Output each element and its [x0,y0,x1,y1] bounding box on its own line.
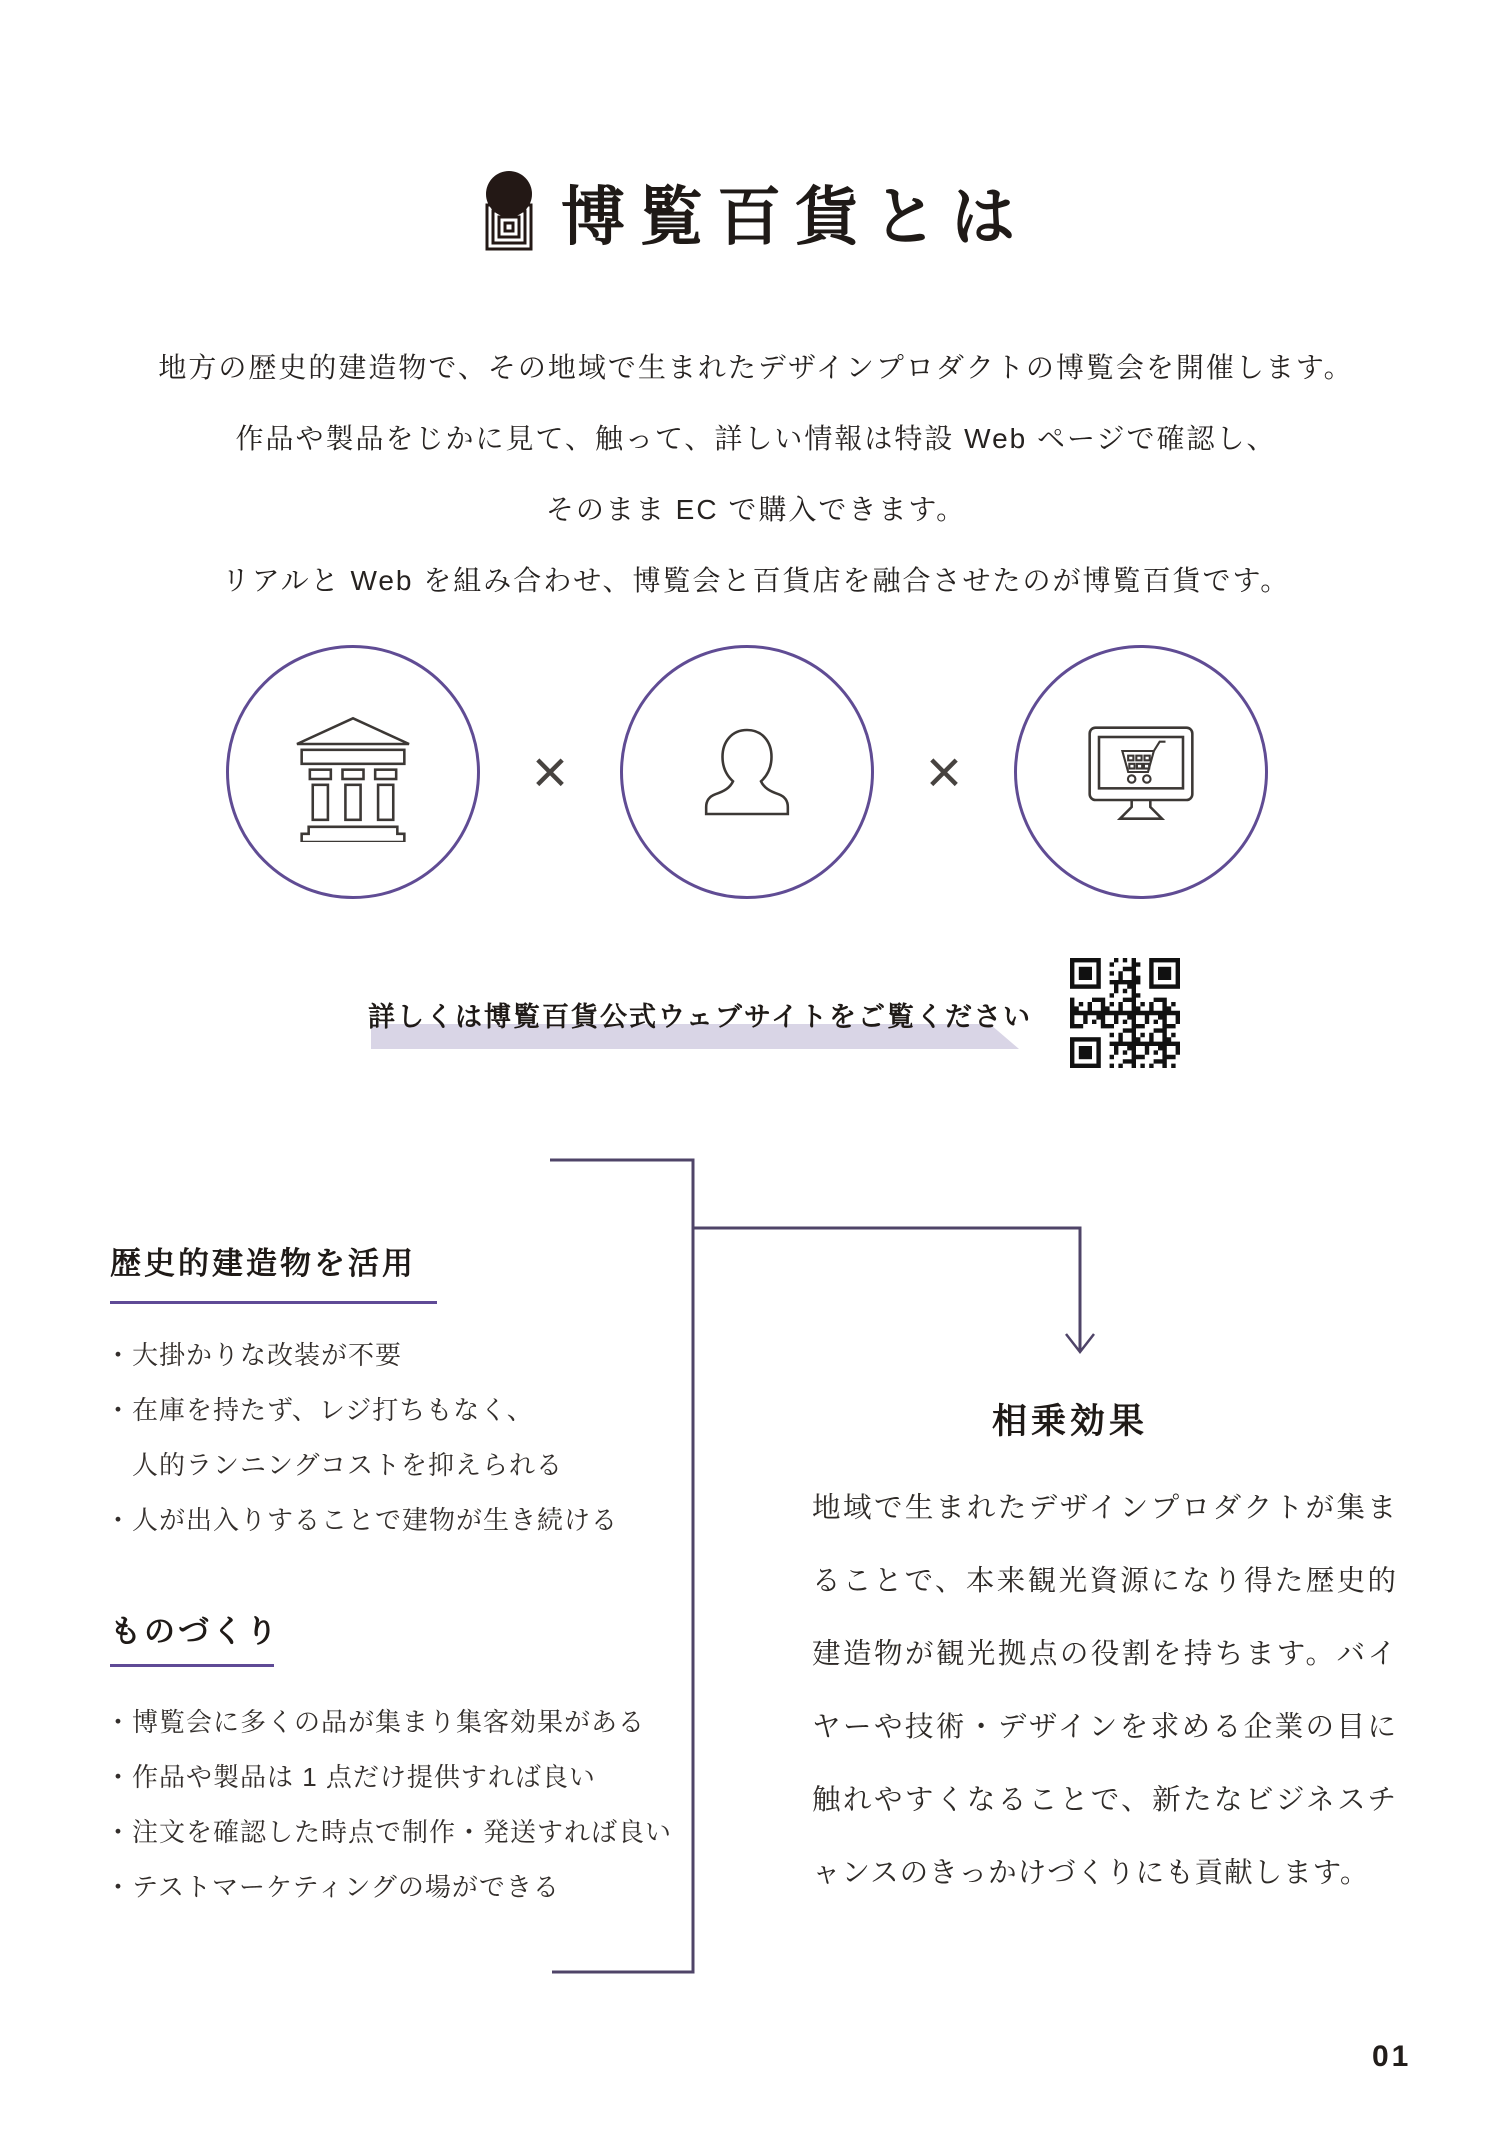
concept-circle-ec [1014,645,1268,899]
intro-line: リアルと Web を組み合わせ、博覧会と百貨店を融合させたのが博覧百貨です。 [221,565,1291,596]
arrow-down-icon [1066,1334,1094,1352]
museum-building-icon [283,702,423,842]
intro-line: そのまま EC で購入できます。 [545,494,967,525]
heading-underline [110,1301,437,1304]
section-heading-synergy: 相乗効果 [991,1402,1148,1441]
qr-code [1070,958,1180,1068]
intro-line: 作品や製品をじかに見て、触って、詳しい情報は特設 Web ページで確認し、 [235,423,1277,454]
list-item: 人的ランニングコストを抑えられる [105,1450,563,1480]
building-bullet-list [105,1328,618,1548]
list-item: ・注文を確認した時点で制作・発送すれば良い [105,1817,673,1847]
section-heading-monodukuri: ものづくり [110,1614,280,1649]
page-header [0,166,1512,258]
heading-underline [110,1664,274,1667]
synergy-paragraph: 地域で生まれたデザインプロダクトが集まることで、本来観光資源になり得た歴史的建造物が観光拠点の役割を持ちます。バイヤーや技術・デザインを求める企業の目に触れやすくなることで、新たなビジネスチャンスのきっかけづくりにも貢献します。 [812,1492,1397,1889]
multiply-separator: × [531,737,569,807]
list-item: ・作品や製品は 1 点だけ提供すれば良い [105,1762,596,1792]
hakuran-hyakka-logo-icon [483,170,535,254]
page-number: 01 [1372,2040,1412,2073]
banner-text: 詳しくは博覧百貨公式ウェブサイトをご覧ください [367,1002,1033,1032]
person-icon [677,702,817,842]
multiply-separator: × [925,737,963,807]
list-item: ・人が出入りすることで建物が生き続ける [105,1505,619,1535]
monodukuri-bullet-list [105,1695,672,1915]
ec-monitor-cart-icon [1071,702,1211,842]
page-title: 博覧百貨とは [561,181,1029,253]
list-item: ・テストマーケティングの場ができる [105,1872,560,1902]
list-item: ・博覧会に多くの品が集まり集客効果がある [105,1707,646,1737]
concept-circle-building [226,645,480,899]
section-heading-building: 歴史的建造物を活用 [110,1246,416,1281]
intro-text [0,332,1512,616]
list-item: ・在庫を持たず、レジ打ちもなく、 [105,1395,534,1425]
concept-circle-person [620,645,874,899]
intro-line: 地方の歴史的建造物で、その地域で生まれたデザインプロダクトの博覧会を開催します。 [158,352,1354,383]
list-item: ・大掛かりな改装が不要 [105,1340,403,1370]
